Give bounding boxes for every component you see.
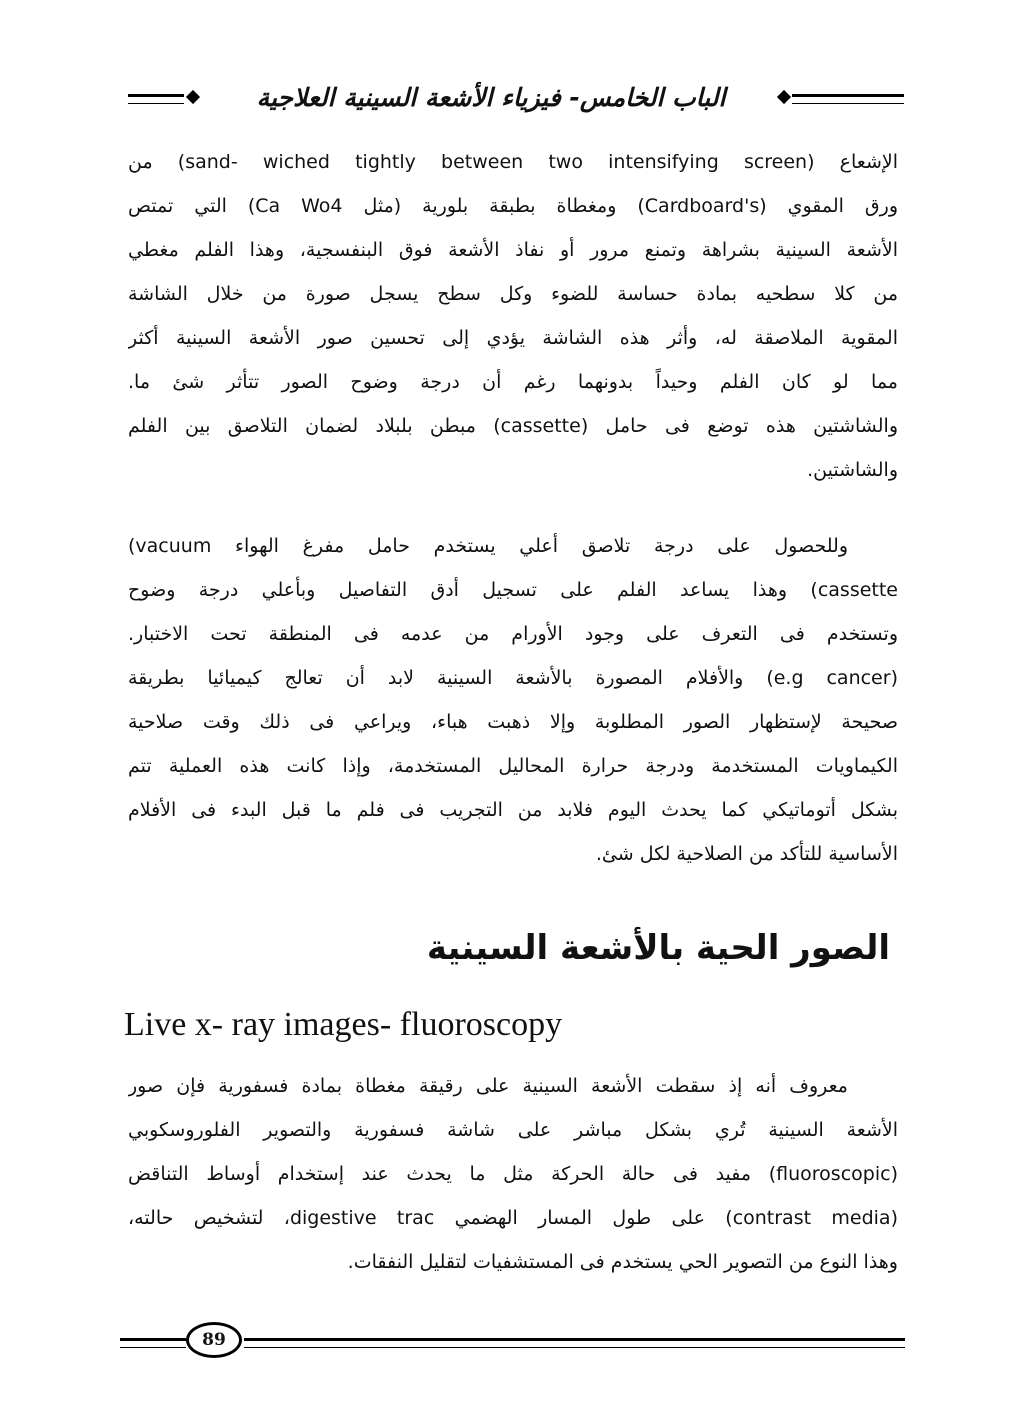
text-line: (contrast media) على طول المسار الهضمي digestive trac، لتشخيص حالته، (128, 1207, 898, 1229)
header-rule-right (792, 94, 904, 104)
text-line: المقوية الملاصقة له، وأثر هذه الشاشة يؤدي إلى تحسين صور الأشعة السينية أكثر (128, 327, 898, 349)
text-line: والشاشتين هذه توضع فى حامل (cassette) مبطن بلبلاد لضمان التلاصق بين الفلم (128, 415, 898, 437)
section-heading-english: Live x- ray images- fluoroscopy (124, 1006, 563, 1043)
text-line: صحيحة لإستظهار الصور المطلوبة وإلا ذهبت هباء، ويراعي فى ذلك وقت صلاحية (128, 711, 898, 733)
text-line: معروف أنه إذ سقطت الأشعة السينية على رقيقة مغطاة بمادة فسفورية فإن صور (128, 1075, 848, 1097)
text-line: مما لو كان الفلم وحيداً بدونهما رغم أن درجة وضوح الصور تتأثر شئ ما. (128, 371, 898, 393)
header-diamond-right-icon (777, 90, 791, 104)
text-line: والشاشتين. (807, 459, 898, 481)
text-line: الأساسية للتأكد من الصلاحية لكل شئ. (595, 843, 898, 865)
paragraph-fluoroscopy (128, 1064, 898, 1284)
text-line: (e.g cancer) والأفلام المصورة بالأشعة السينية لابد أن تعالج كيميائيا بطريقة (128, 667, 898, 689)
footer-rule-left (120, 1338, 186, 1348)
page-footer (120, 1322, 905, 1362)
text-line: من كلا سطحيه بمادة حساسة للضوء وكل سطح يسجل صورة من خلال الشاشة (128, 283, 898, 305)
page-number: 89 (186, 1322, 242, 1358)
text-line: الإشعاع (sand- wiched tightly between two intensifying screen) من (128, 151, 898, 173)
text-line: الأشعة السينية بشراهة وتمنع مرور أو نفاذ الأشعة فوق البنفسجية، وهذا الفلم مغطي (128, 239, 898, 261)
text-line: وللحصول على درجة تلاصق أعلي يستخدم حامل مفرغ الهواء vacuum) (128, 535, 848, 557)
text-line: بشكل أتوماتيكي كما يحدث اليوم فلابد من التجريب فى فلم ما قبل البدء فى الأفلام (128, 799, 898, 821)
text-line: الكيماويات المستخدمة ودرجة حرارة المحاليل المستخدمة، وإذا كانت هذه العملية تتم (128, 755, 898, 777)
text-line: cassette) وهذا يساعد الفلم على تسجيل أدق التفاصيل وبأعلي درجة وضوح (128, 579, 898, 601)
footer-rule-right (244, 1338, 905, 1348)
header-diamond-left-icon (186, 90, 200, 104)
text-line: وتستخدم فى التعرف على وجود الأورام من عدمه فى المنطقة تحت الاختبار. (128, 623, 898, 645)
chapter-title: الباب الخامس- فيزياء الأشعة السينية العلاجية (256, 83, 726, 112)
page-header (128, 78, 904, 118)
text-line: وهذا النوع من التصوير الحي يستخدم فى المستشفيات لتقليل النفقات. (347, 1251, 898, 1273)
header-rule-left (128, 94, 184, 104)
text-line: ورق المقوي (Cardboard's) ومغطاة بطبقة بلورية (مثل Ca Wo4) التي تمتص (128, 195, 898, 217)
paragraph-intensifying-screens (128, 140, 898, 492)
paragraph-vacuum-cassette (128, 524, 898, 876)
text-line: الأشعة السينية تُري بشكل مباشر على شاشة فسفورية والتصوير الفلوروسكوبي (128, 1119, 898, 1141)
text-line: (fluoroscopic) مفيد فى حالة الحركة مثل ما يحدث عند إستخدام أوساط التناقض (128, 1163, 898, 1185)
section-heading-arabic: الصور الحية بالأشعة السينية (426, 928, 890, 968)
